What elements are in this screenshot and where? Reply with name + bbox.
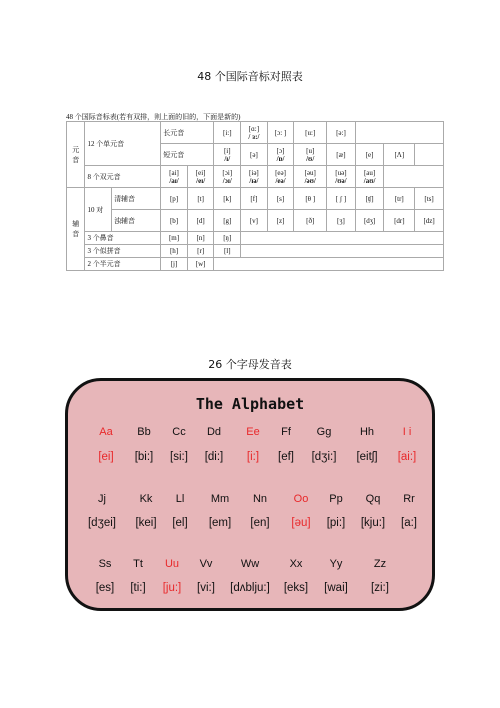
ipa-chart-title: 48 个国际音标对照表 xyxy=(197,70,303,83)
ipa-symbol: [b] xyxy=(161,210,188,232)
ipa-symbol: [ ʃ ] xyxy=(327,188,356,210)
alphabet-letter: Yy xyxy=(329,558,343,570)
alphabet-letter: Xx xyxy=(289,558,303,570)
laterals-label: 3 个似拼音 xyxy=(85,245,161,258)
ipa-symbol: [ɔi] /ɔɪ/ xyxy=(214,166,241,188)
alphabet-pronunciation: [a:] xyxy=(401,517,417,529)
ipa-symbol: [u:] xyxy=(294,122,327,144)
alphabet-letter: Nn xyxy=(252,493,268,505)
ipa-symbol: [ei] /eɪ/ xyxy=(187,166,214,188)
alphabet-pronunciation: [wai] xyxy=(324,582,348,594)
ipa-symbol: [au] /aʊ/ xyxy=(355,166,384,188)
ipa-symbol: [l] xyxy=(214,245,241,258)
alphabet-pronunciation: [ju:] xyxy=(162,582,182,594)
ipa-symbol: [j] xyxy=(161,258,188,271)
ipa-symbol: [r] xyxy=(187,245,214,258)
alphabet-pronunciation: [em] xyxy=(208,517,232,529)
ipa-symbol: [k] xyxy=(214,188,241,210)
table-cell xyxy=(384,166,444,188)
ipa-symbol: [f] xyxy=(241,188,268,210)
table-row xyxy=(67,210,444,232)
alphabet-pronunciation: [ei] xyxy=(98,451,114,463)
ipa-symbol: [p] xyxy=(161,188,188,210)
alphabet-letter: Hh xyxy=(359,426,375,438)
alphabet-letter: Ff xyxy=(281,426,291,438)
ipa-symbol: [ts] xyxy=(415,188,444,210)
long-vowels-label: 长元音 xyxy=(161,122,214,144)
alphabet-pronunciation: [ai:] xyxy=(397,451,417,463)
alphabet-letter: Ee xyxy=(246,426,260,438)
single-vowels-label: 12 个单元音 xyxy=(85,122,161,166)
table-row xyxy=(67,188,444,210)
diphthongs-label: 8 个双元音 xyxy=(85,166,161,188)
voiced-label: 浊辅音 xyxy=(112,210,161,232)
alphabet-pronunciation: [eitʃ] xyxy=(356,451,378,463)
ipa-symbol: [w] xyxy=(187,258,214,271)
alphabet-letter: I i xyxy=(402,426,412,438)
short-vowels-label: 短元音 xyxy=(161,144,214,166)
alphabet-pronunciation: [es] xyxy=(95,582,115,594)
alphabet-letter: Kk xyxy=(139,493,153,505)
ipa-table-image xyxy=(66,112,446,330)
alphabet-pronunciation: [di:] xyxy=(204,451,224,463)
table-cell xyxy=(355,122,443,144)
alphabet-letter: Gg xyxy=(316,426,332,438)
pairs-label: 10 对 xyxy=(85,188,112,232)
ipa-symbol: [ɔ: ] xyxy=(267,122,294,144)
ipa-symbol: [g] xyxy=(214,210,241,232)
alphabet-pronunciation: [vi:] xyxy=(197,582,215,594)
alphabet-pronunciation: [en] xyxy=(250,517,270,529)
consonant-label: 辅 音 xyxy=(67,188,85,271)
ipa-symbol: [ʒ] xyxy=(327,210,356,232)
ipa-symbol: [tr] xyxy=(384,188,415,210)
alphabet-pronunciation: [dʒei] xyxy=(87,517,116,529)
alphabet-letter: Jj xyxy=(98,493,106,505)
alphabet-letter: Bb xyxy=(137,426,151,438)
ipa-table-caption: 48 个国际音标表(若有双排，则上面的旧的，下面是新的) xyxy=(66,113,241,121)
vowel-label: 元 音 xyxy=(67,122,85,188)
alphabet-pronunciation: [eks] xyxy=(283,582,309,594)
alphabet-letter: Uu xyxy=(164,558,180,570)
ipa-symbol: [ai] /aɪ/ xyxy=(161,166,188,188)
alphabet-letter: Zz xyxy=(373,558,387,570)
table-row xyxy=(67,232,444,245)
alphabet-card-title: The Alphabet xyxy=(195,395,305,413)
alphabet-letter: Oo xyxy=(293,493,309,505)
alphabet-pronunciation: [kei] xyxy=(135,517,157,529)
table-row xyxy=(67,122,444,144)
alphabet-letter: Rr xyxy=(403,493,415,505)
alphabet-letter: Ss xyxy=(98,558,112,570)
ipa-symbol: [i:] xyxy=(214,122,241,144)
alphabet-card xyxy=(65,378,435,611)
alphabet-pronunciation: [pi:] xyxy=(326,517,346,529)
alphabet-pronunciation: [ti:] xyxy=(130,582,146,594)
alphabet-letter: Pp xyxy=(329,493,343,505)
alphabet-pronunciation: [i:] xyxy=(246,451,260,463)
ipa-table xyxy=(66,121,444,271)
ipa-symbol: [uə] /ʊə/ xyxy=(327,166,356,188)
alphabet-pronunciation: [el] xyxy=(172,517,188,529)
ipa-symbol: [θ ] xyxy=(294,188,327,210)
alphabet-pronunciation: [dʌblju:] xyxy=(230,582,270,594)
ipa-symbol: [e] xyxy=(355,144,384,166)
ipa-symbol: [v] xyxy=(241,210,268,232)
alphabet-pronunciation: [zi:] xyxy=(371,582,389,594)
alphabet-letter: Aa xyxy=(99,426,113,438)
ipa-symbol: [ə] xyxy=(241,144,268,166)
ipa-symbol: [Λ] xyxy=(384,144,415,166)
ipa-symbol: [z] xyxy=(267,210,294,232)
ipa-symbol: [d] xyxy=(187,210,214,232)
ipa-symbol: [ŋ] xyxy=(214,232,241,245)
alphabet-pronunciation: [kju:] xyxy=(360,517,386,529)
ipa-symbol: [u] /ʊ/ xyxy=(294,144,327,166)
alphabet-letter: Cc xyxy=(172,426,186,438)
ipa-symbol: [i] /ɪ/ xyxy=(214,144,241,166)
alphabet-pronunciation: [ef] xyxy=(278,451,294,463)
nasals-label: 3 个鼻音 xyxy=(85,232,161,245)
table-row xyxy=(67,166,444,188)
alphabet-pronunciation: [bi:] xyxy=(134,451,154,463)
alphabet-pronunciation: [əu] xyxy=(291,517,311,529)
ipa-symbol: [ð] xyxy=(294,210,327,232)
voiceless-label: 清辅音 xyxy=(112,188,161,210)
alphabet-chart-title: 26 个字母发音表 xyxy=(208,358,292,371)
ipa-symbol: [iə] /ɪə/ xyxy=(241,166,268,188)
ipa-symbol: [t] xyxy=(187,188,214,210)
ipa-symbol: [əu] /əʊ/ xyxy=(294,166,327,188)
ipa-symbol: [dr] xyxy=(384,210,415,232)
table-row xyxy=(67,245,444,258)
ipa-symbol: [h] xyxy=(161,245,188,258)
semivowels-label: 2 个半元音 xyxy=(85,258,161,271)
ipa-symbol: [ɔ] /ɒ/ xyxy=(267,144,294,166)
table-cell xyxy=(241,245,444,258)
alphabet-letter: Qq xyxy=(365,493,381,505)
alphabet-letter: Ll xyxy=(175,493,185,505)
ipa-symbol: [s] xyxy=(267,188,294,210)
alphabet-letter: Dd xyxy=(206,426,222,438)
alphabet-pronunciation: [dʒi:] xyxy=(311,451,337,463)
ipa-symbol: [eə] /eə/ xyxy=(267,166,294,188)
alphabet-letter: Vv xyxy=(199,558,213,570)
ipa-symbol: [ə:] xyxy=(327,122,356,144)
alphabet-letter: Ww xyxy=(240,558,260,570)
table-cell xyxy=(415,144,444,166)
ipa-symbol: [n] xyxy=(187,232,214,245)
ipa-symbol: [dʒ] xyxy=(355,210,384,232)
ipa-symbol: [dz] xyxy=(415,210,444,232)
table-cell xyxy=(214,258,444,271)
alphabet-letter: Mm xyxy=(210,493,230,505)
ipa-symbol: [m] xyxy=(161,232,188,245)
table-cell xyxy=(241,232,444,245)
ipa-symbol: [ʧ] xyxy=(355,188,384,210)
ipa-symbol: [ɑ:] / ɜ:/ xyxy=(241,122,268,144)
table-row xyxy=(67,258,444,271)
ipa-symbol: [æ] xyxy=(327,144,356,166)
alphabet-letter: Tt xyxy=(133,558,143,570)
alphabet-pronunciation: [si:] xyxy=(170,451,188,463)
